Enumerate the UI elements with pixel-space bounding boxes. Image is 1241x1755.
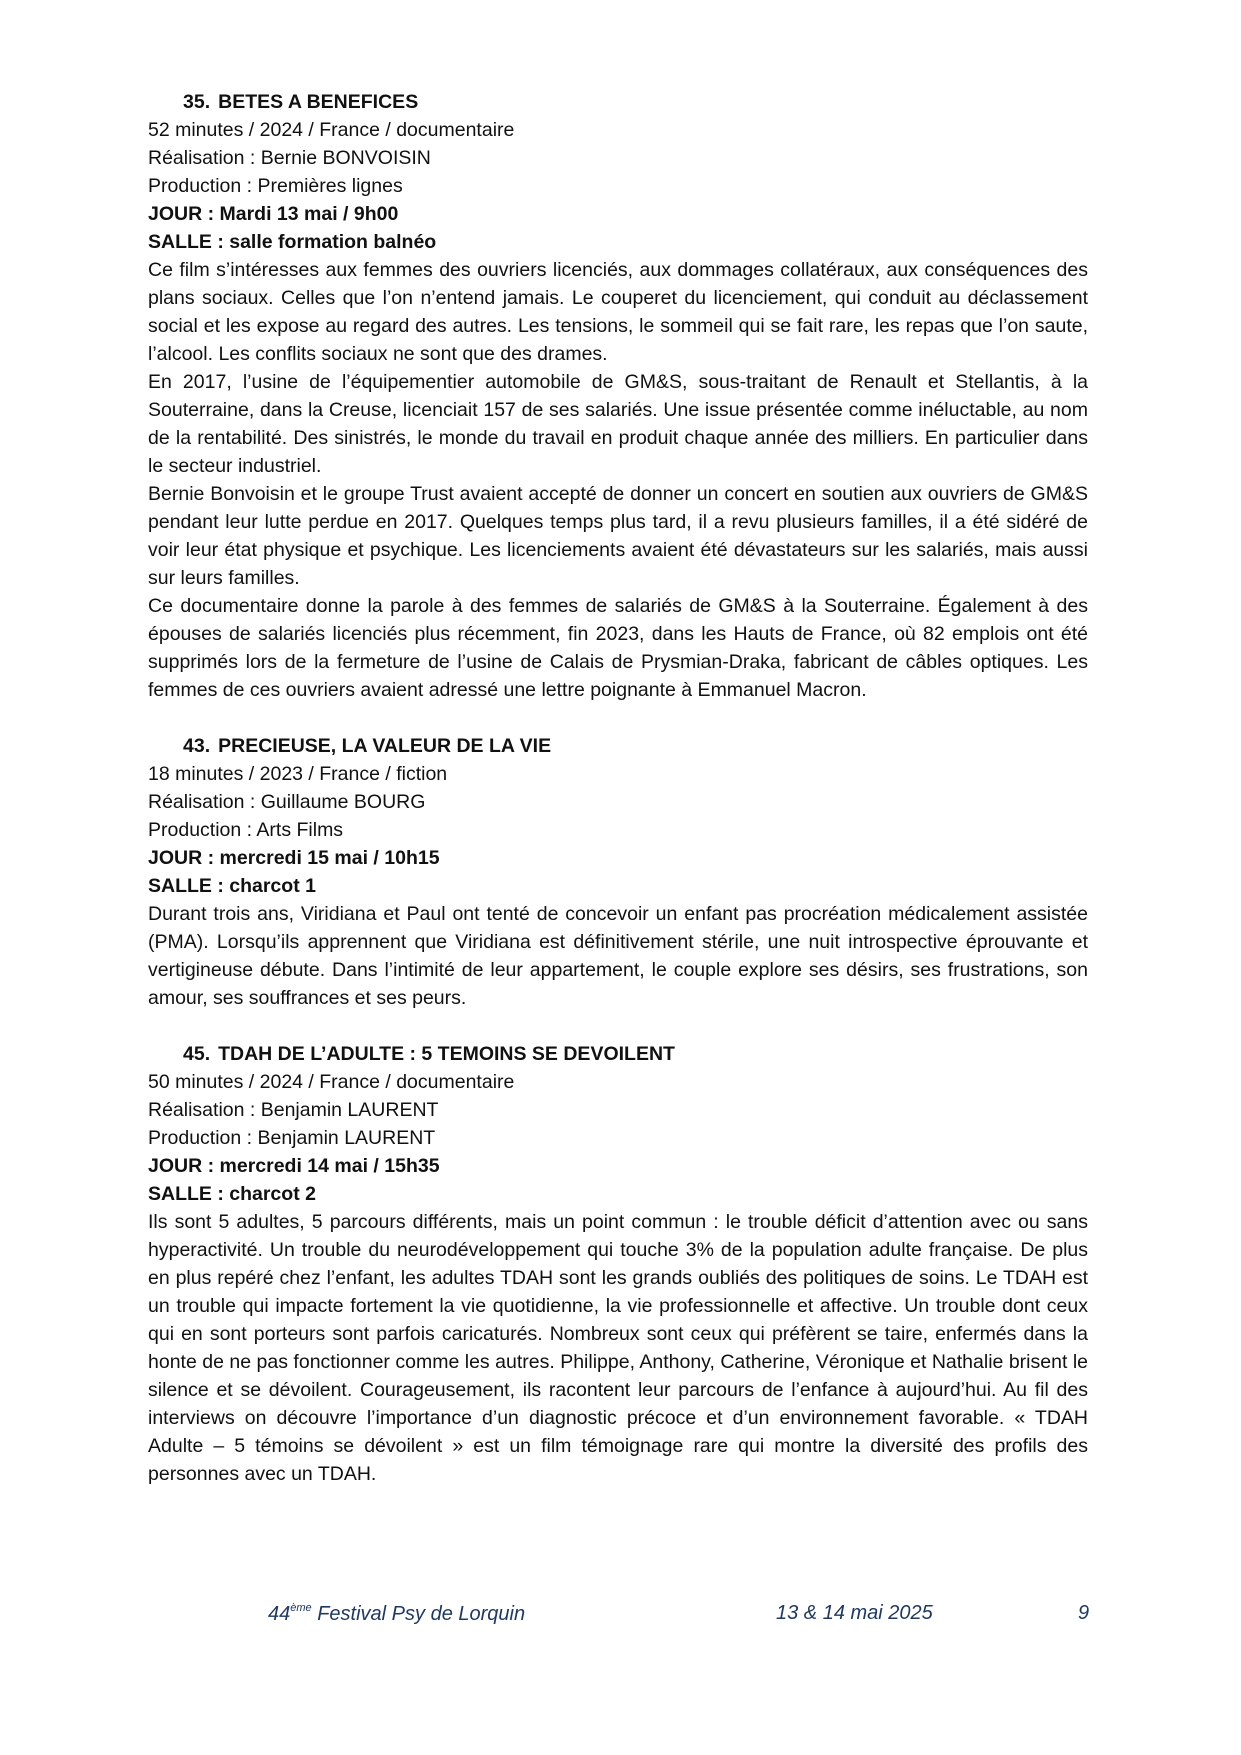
film-meta: 18 minutes / 2023 / France / fiction — [148, 763, 448, 785]
film-meta: 52 minutes / 2024 / France / documentaire — [148, 119, 515, 141]
description-paragraph: Ce film s’intéresses aux femmes des ouvriers licenciés, aux dommages collatéraux, aux conséquences des plans sociaux. Celles que l’on n’entend jamais. Le couperet du licenciement, qui conduit au déclassement social et les expose au regard des autres. Les tensions, le sommeil qui se fait rare, les repas que l’on saute, l’alcool. Les conflits sociaux ne sont que des drames. — [148, 259, 1088, 365]
film-description — [148, 900, 1088, 1012]
film-meta: 50 minutes / 2024 / France / documentaire — [148, 1071, 515, 1093]
film-title-text: PRECIEUSE, LA VALEUR DE LA VIE — [218, 735, 552, 757]
festival-number: 44 — [268, 1603, 291, 1625]
description-paragraph: Ils sont 5 adultes, 5 parcours différents, mais un point commun : le trouble déficit d’attention avec ou sans hyperactivité. Un trouble du neurodéveloppement qui touche 3% de la population adulte française. De plus en plus repéré chez l’enfant, les adultes TDAH sont les grands oubliés des politiques de soins. Le TDAH est un trouble qui impacte fortement la vie quotidienne, la vie professionnelle et affective. Un trouble dont ceux qui en sont porteurs sont parfois caricaturés. Nombreux sont ceux qui préfèrent se taire, enfermés dans la honte de ne pas fonctionner comme les autres. Philippe, Anthony, Catherine, Véronique et Nathalie brisent le silence et se dévoilent. Courageusement, ils racontent leur parcours de l’enfance à aujourd’hui. Au fil des interviews on découvre l’importance d’un diagnostic précoce et d’un environnement favorable. « TDAH Adulte – 5 témoins se dévoilent » est un film témoignage rare qui montre la diversité des profils des personnes avec un TDAH. — [148, 1211, 1088, 1485]
film-realisation: Réalisation : Benjamin LAURENT — [148, 1099, 439, 1121]
film-title-text: BETES A BENEFICES — [218, 91, 419, 113]
film-number: 43. — [183, 735, 211, 757]
film-production: Production : Premières lignes — [148, 175, 403, 197]
film-production: Production : Arts Films — [148, 819, 344, 841]
film-production: Production : Benjamin LAURENT — [148, 1127, 436, 1149]
film-title-text: TDAH DE L’ADULTE : 5 TEMOINS SE DEVOILENT — [218, 1043, 675, 1065]
film-description — [148, 256, 1088, 704]
film-realisation: Réalisation : Bernie BONVOISIN — [148, 147, 431, 169]
film-entry-35 — [148, 88, 1088, 704]
film-salle: SALLE : salle formation balnéo — [148, 231, 437, 253]
film-realisation: Réalisation : Guillaume BOURG — [148, 791, 426, 813]
page-content — [148, 88, 1088, 1516]
description-paragraph: En 2017, l’usine de l’équipementier automobile de GM&S, sous-traitant de Renault et Stellantis, à la Souterraine, dans la Creuse, licenciait 157 de ses salariés. Une issue présentée comme inéluctable, au nom de la rentabilité. Des sinistrés, le monde du travail en produit chaque année des milliers. En particulier dans le secteur industriel. — [148, 371, 1088, 477]
film-jour: JOUR : mercredi 14 mai / 15h35 — [148, 1155, 440, 1177]
film-salle: SALLE : charcot 2 — [148, 1183, 316, 1205]
page-footer — [0, 1602, 1241, 1632]
film-title — [148, 1040, 1088, 1068]
film-salle: SALLE : charcot 1 — [148, 875, 316, 897]
description-paragraph: Bernie Bonvoisin et le groupe Trust avaient accepté de donner un concert en soutien aux ouvriers de GM&S pendant leur lutte perdue en 2017. Quelques temps plus tard, il a revu plusieurs familles, il a été sidéré de voir leur état physique et psychique. Les licenciements avaient été dévastateurs sur les salariés, mais aussi sur leurs familles. — [148, 483, 1088, 589]
film-entry-43 — [148, 732, 1088, 1012]
footer-festival — [268, 1602, 525, 1626]
festival-ordinal: ème — [290, 1602, 312, 1614]
description-paragraph: Ce documentaire donne la parole à des femmes de salariés de GM&S à la Souterraine. Également à des épouses de salariés licenciés plus récemment, fin 2023, dans les Hauts de France, où 82 emplois ont été supprimés lors de la fermeture de l’usine de Calais de Prysmian-Draka, fabricant de câbles optiques. Les femmes de ces ouvriers avaient adressé une lettre poignante à Emmanuel Macron. — [148, 595, 1088, 701]
film-jour: JOUR : mercredi 15 mai / 10h15 — [148, 847, 440, 869]
footer-dates: 13 & 14 mai 2025 — [776, 1602, 933, 1624]
film-number: 45. — [183, 1043, 211, 1065]
description-paragraph: Durant trois ans, Viridiana et Paul ont tenté de concevoir un enfant pas procréation médicalement assistée (PMA). Lorsqu’ils apprennent que Viridiana est définitivement stérile, une nuit introspective éprouvante et vertigineuse débute. Dans l’intimité de leur appartement, le couple explore ses désirs, ses frustrations, son amour, ses souffrances et ses peurs. — [148, 903, 1088, 1009]
film-entry-45 — [148, 1040, 1088, 1488]
film-jour: JOUR : Mardi 13 mai / 9h00 — [148, 203, 399, 225]
festival-name: Festival Psy de Lorquin — [311, 1603, 526, 1625]
page-number: 9 — [1078, 1602, 1090, 1624]
film-number: 35. — [183, 91, 211, 113]
film-description — [148, 1208, 1088, 1488]
film-title — [148, 732, 1088, 760]
film-title — [148, 88, 1088, 116]
